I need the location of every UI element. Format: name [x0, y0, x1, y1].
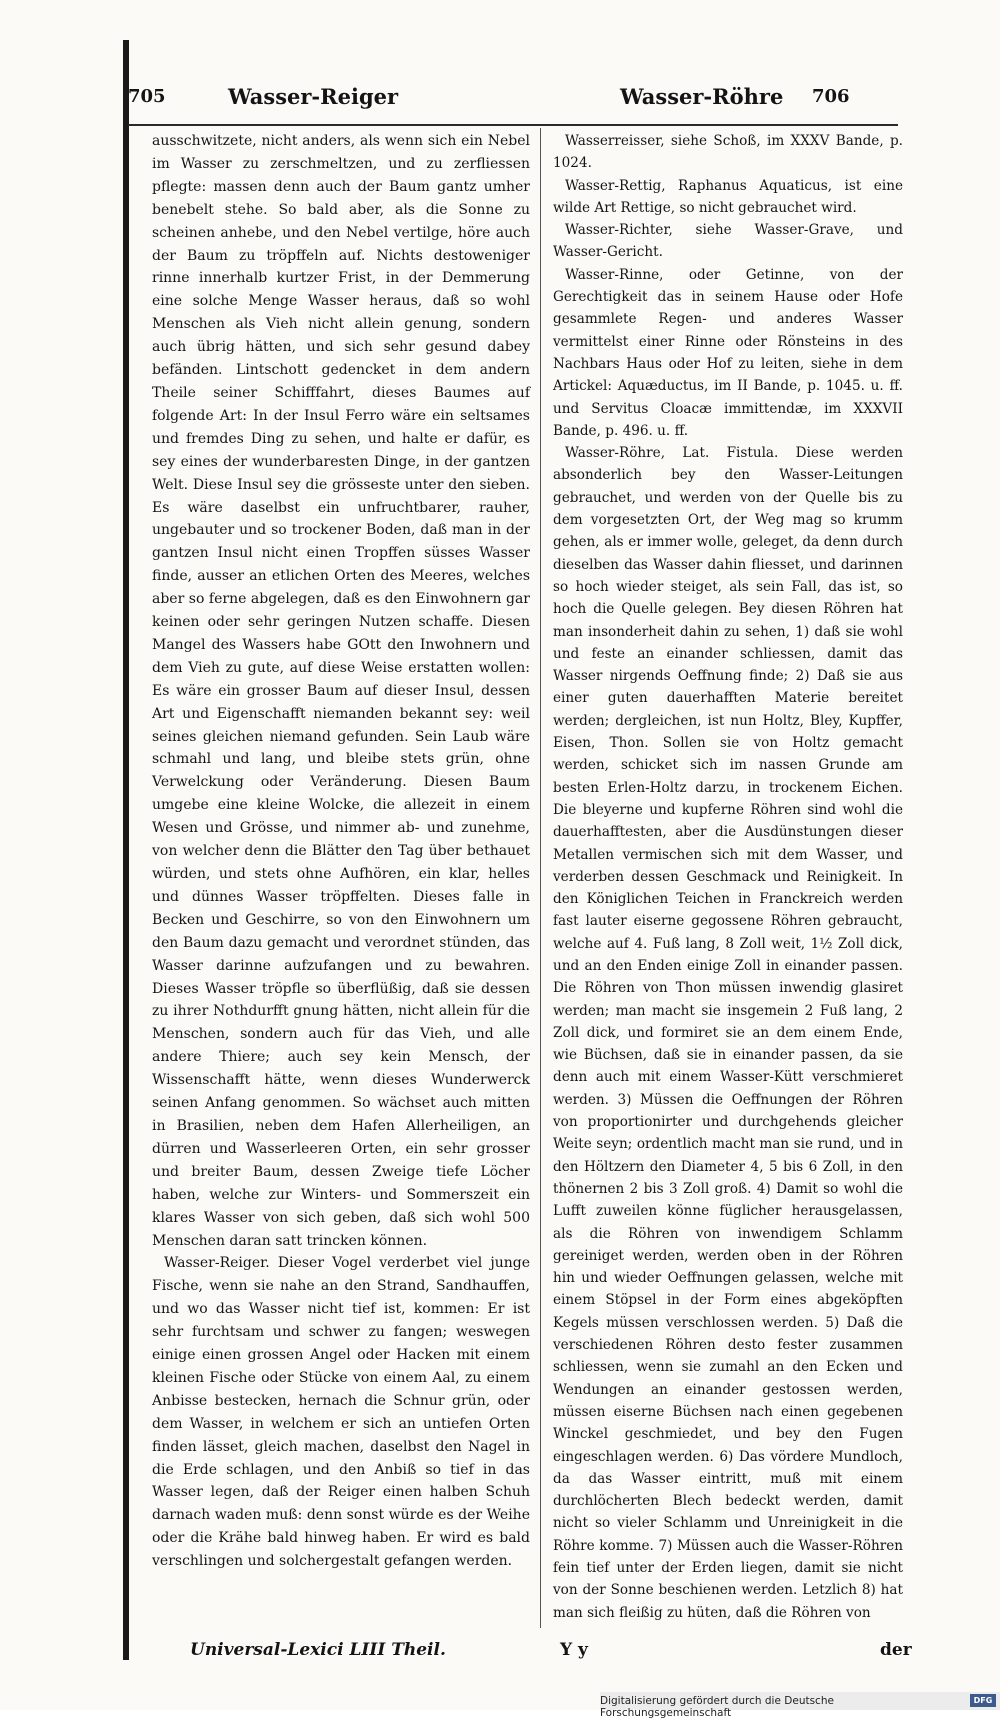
- signature-line: Universal-Lexici LIII Theil.: [190, 1640, 446, 1660]
- binding-edge: [123, 40, 129, 1660]
- page-footer: [190, 1640, 910, 1670]
- digitization-banner: [600, 1692, 1000, 1719]
- left-column: [152, 130, 530, 1573]
- entry-wasser-richter: Wasser-Richter, siehe Wasser-Grave, und Wasser-Gericht.: [553, 222, 903, 261]
- entry-wasser-rettig: Wasser-Rettig, Raphanus Aquaticus, ist eine wilde Art Rettige, so nicht gebrauchet wird.: [553, 177, 903, 216]
- left-running-title: Wasser-Reiger: [228, 84, 399, 109]
- right-running-title: Wasser-Röhre: [620, 84, 784, 109]
- left-page-number: 705: [128, 86, 166, 107]
- signature-mark: Y y: [560, 1640, 588, 1660]
- dfg-logo-icon: DFG: [970, 1694, 996, 1707]
- entry-wasser-reiger: Wasser-Reiger. Dieser Vogel verderbet viel junge Fische, wenn sie nahe an den Strand, Sandhauffen, und wo das Wasser nicht tief ist, kommen: Er ist sehr furchtsam und schwer zu fangen; weswegen einige einen grossen Angel oder Hacken mit einem kleinen Fische oder Stücke von einem Aal, zu einem Anbisse bestecken, hernach die Schnur grün, oder dem Wasser, in welchem er sich an untiefen Orten finden lässet, gleich machen, daselbst den Nagel in die Erde schlagen, und den Anbiß so tief in das Wasser legen, daß der Reiger einen halben Schuh darnach waden muß: denn sonst würde es der Weihe oder die Krähe bald hinweg haben. Er wird es bald verschlingen und solchergestalt gefangen werden.: [152, 1255, 530, 1570]
- right-page-header: [550, 80, 900, 120]
- left-page-header: [128, 80, 548, 120]
- entry-wasserreisser: Wasserreisser, siehe Schoß, im XXXV Bande, p. 1024.: [553, 133, 903, 172]
- header-rule: [128, 124, 898, 126]
- right-page-number: 706: [812, 86, 850, 107]
- right-column: [553, 130, 903, 1624]
- entry-wasser-rinne: Wasser-Rinne, oder Getinne, von der Gerechtigkeit das in seinem Hause oder Hofe gesammlete Regen- und anderes Wasser vermittelst einer Rinne oder Rönsteins in des Nachbars Haus oder Hof zu leiten, siehe in dem Artickel: Aquæductus, im II Bande, p. 1045. u. ff. und Servitus Cloacæ immittendæ, im XXXVII Bande, p. 496. u. ff.: [553, 266, 903, 439]
- catchword: der: [880, 1640, 912, 1660]
- column-divider: [540, 128, 541, 1628]
- left-paragraph: ausschwitzete, nicht anders, als wenn sich ein Nebel im Wasser zu zerschmeltzen, und zu zerfliessen pflegte: massen denn auch der Baum gantz umher benebelt stehe. So bald aber, als die Sonne zu scheinen anhebe, und den Nebel vertilge, höre auch der Baum zu tröpffeln auf. Nichts destoweniger rinne innerhalb kurtzer Frist, in der Demmerung eine solche Menge Wasser heraus, daß so wohl Menschen als Vieh nicht allein genung, sondern auch übrig hätten, und sich sehr gesund dabey befänden. Lintschott gedencket in dem andern Theile seiner Schifffahrt, dieses Baumes auf folgende Art: In der Insul Ferro wäre ein seltsames und fremdes Ding zu sehen, und halte er dafür, es sey eines der wunderbaresten Dinge, in der gantzen Welt. Diese Insul sey die grösseste unter den sieben. Es wäre daselbst ein unfruchtbarer, rauher, ungebauter und so trockener Boden, daß man in der gantzen Insul nicht einen Tropffen süsses Wasser finde, ausser an etlichen Orten des Meeres, welches aber so ferne abgelegen, daß es den Einwohnern gar keinen oder sehr geringen Nutzen schaffe. Diesen Mangel des Wassers habe GOtt den Inwohnern und dem Vieh zu gute, auf diese Weise erstatten wollen: Es wäre ein grosser Baum auf dieser Insul, dessen Art und Eigenschafft niemanden bekannt sey: weil seines gleichen niemand gefunden. Sein Laub wäre schmahl und lang, und bleibe stets grün, ohne Verwelckung oder Veränderung. Diesen Baum umgebe eine kleine Wolcke, die allezeit in einem Wesen und Grösse, und nimmer ab- und zunehme, von welcher denn die Blätter den Tag über bethauet würden, und stets ohne Aufhören, ein klar, helles und dünnes Wasser tröpffelten. Dieses falle in Becken und Geschirre, so von den Einwohnern um den Baum dazu gemacht und verordnet stünden, das Wasser darinne aufzufangen und zu bewahren. Dieses Wasser tröpfle so überflüßig, daß sie dessen zu ihrer Nothdurfft gnung hätten, nicht allein für die Menschen, sondern auch für das Vieh, und alle andere Thiere; auch sey kein Mensch, der Wissenschafft hätte, wenn dieses Wunderwerck seinen Anfang genommen. So wächset auch mitten in Brasilien, neben dem Hafen Allerheiligen, an dürren und Wasserleeren Orten, ein sehr grosser und breiter Baum, dessen Zweige tiefe Löcher haben, welche zur Winters- und Sommerszeit ein klares Wasser von sich geben, daß sich wohl 500 Menschen daran satt trincken können.: [152, 133, 530, 1249]
- entry-wasser-roehre: Wasser-Röhre, Lat. Fistula. Diese werden absonderlich bey den Wasser-Leitungen gebrauchet, und werden von der Quelle bis zu dem vorgesetzten Ort, der Weg mag so krumm gehen, als er immer wolle, geleget, da denn durch dieselben das Wasser dahin fliesset, und darinnen so hoch wieder steiget, als sein Fall, das ist, so hoch die Quelle gelegen. Bey diesen Röhren hat man insonderheit dahin zu sehen, 1) daß sie wohl und feste an einander schliessen, damit das Wasser nirgends Oeffnung finde; 2) Daß sie aus einer guten dauerhafften Materie bereitet werden; dergleichen, ist nun Holtz, Bley, Kupffer, Eisen, Thon. Sollen sie von Holtz gemacht werden, schicket sich im nassen Grunde am besten Erlen-Holtz darzu, in trockenem Eichen. Die bleyerne und kupferne Röhren sind wohl die dauerhafftesten, aber die Ausdünstungen dieser Metallen vermischen sich mit dem Wasser, und verderben dessen Geschmack und Reinigkeit. In den Königlichen Teichen in Franckreich werden fast lauter eiserne gegossene Röhren gebraucht, welche auf 4. Fuß lang, 8 Zoll weit, 1½ Zoll dick, und an den Enden einige Zoll in einander passen. Die Röhren von Thon müssen inwendig glasiret werden; man macht sie insgemein 2 Fuß lang, 2 Zoll dick, und formiret sie an dem einem Ende, wie Büchsen, daß sie in einander passen, da sie denn auch mit einem Wasser-Kütt verschmieret werden. 3) Müssen die Oeffnungen der Röhren von proportionirter und durchgehends gleicher Weite seyn; ordentlich macht man sie rund, und in den Höltzern den Diameter 4, 5 bis 6 Zoll, in den thönernen 2 bis 3 Zoll groß. 4) Damit so wohl die Lufft zuweilen könne füglicher herausgelassen, als die Röhren von inwendigem Schlamm gereiniget werden, werden oben in der Röhren hin und wieder Oeffnungen gelassen, welche mit einem Stöpsel in der Form eines abgeköpften Kegels müssen verschlossen werden. 5) Daß die verschiedenen Röhren desto fester zusammen schliessen, wenn sie zumahl an den Ecken und Wendungen an einander gestossen werden, müssen eiserne Büchsen nach einen gegebenen Winckel geschmiedet, und bey den Fugen eingeschlagen werden. 6) Das vördere Mundloch, da das Wasser eintritt, muß mit einem durchlöcherten Blech bedeckt werden, damit nicht so vieler Schlamm und Unreinigkeit in die Röhre komme. 7) Müssen auch die Wasser-Röhren fein tief unter der Erden liegen, damit sie nicht von der Sonne beschienen werden. Letzlich 8) hat man sich fleißig zu hüten, daß die Röhren von: [553, 445, 903, 1621]
- digitization-note: Digitalisierung gefördert durch die Deutsche Forschungsgemeinschaft: [600, 1695, 834, 1719]
